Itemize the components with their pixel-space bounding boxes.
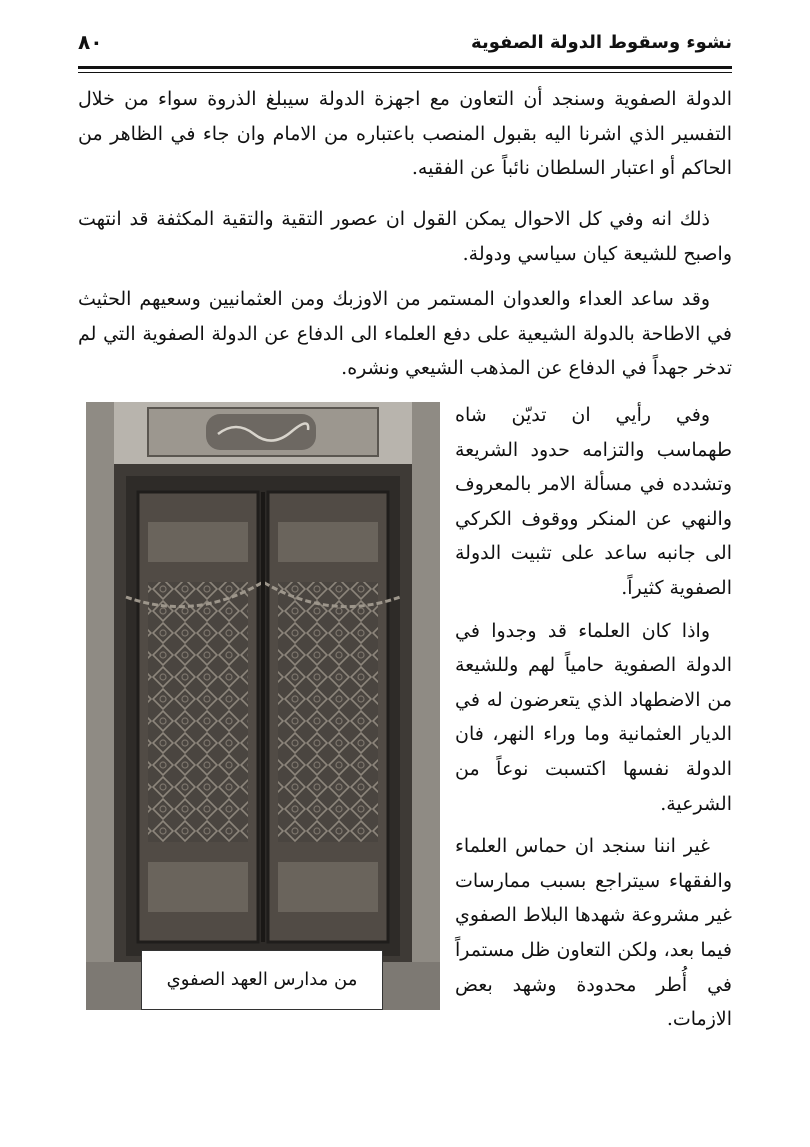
figure-caption: من مدارس العهد الصفوي	[141, 950, 383, 1010]
side-column	[455, 398, 732, 1045]
paragraph-2	[78, 202, 732, 271]
header-rule-thick	[78, 66, 732, 69]
header-rule-thin	[78, 72, 732, 73]
door-illustration	[86, 402, 440, 1010]
paragraph-1	[78, 82, 732, 186]
door-photograph	[86, 402, 440, 1010]
paragraph-3-text: وقد ساعد العداء والعدوان المستمر من الاوزبك ومن العثمانيين وسعيهم الحثيث في الاطاحة بالدولة الشيعية على دفع العلماء الى الدفاع عن الدولة الصفوية التي لم تدخر جهداً في الدفاع عن المذهب الشيعي ونشره.	[78, 288, 732, 380]
paragraph-4-text: وفي رأيي ان تديّن شاه طهماسب والتزامه حدود الشريعة وتشدده في مسألة الامر بالمعروف والنهي عن المنكر ووقوف الكركي الى جانبه ساعد على تثبيت الدولة الصفوية كثيراً.	[455, 404, 732, 599]
paragraph-6-text: غير اننا سنجد ان حماس العلماء والفقهاء سيتراجع بسبب ممارسات غير مشروعة شهدها البلاط الصفوي فيما بعد، ولكن التعاون ظل مستمراً في أُطر محدودة وشهد بعض الازمات.	[455, 835, 732, 1031]
page-number: ٨٠	[78, 30, 103, 54]
running-title: نشوء وسقوط الدولة الصفوية	[471, 32, 732, 53]
paragraph-5-text: واذا كان العلماء قد وجدوا في الدولة الصفوية حامياً لهم وللشيعة من الاضطهاد الذي يتعرضون له في الديار العثمانية وما وراء النهر، فان الدولة نفسها اكتسبت نوعاً من الشرعية.	[455, 619, 732, 815]
paragraph-2-text: ذلك انه وفي كل الاحوال يمكن القول ان عصور التقية والتقية المكثفة قد انتهت واصبح للشيعة كيان سياسي ودولة.	[78, 208, 732, 265]
page-header	[78, 28, 732, 62]
paragraph-1-text: الدولة الصفوية وسنجد أن التعاون مع اجهزة الدولة سيبلغ الذروة سواء من خلال التفسير الذي اشرنا اليه بقبول المنصب باعتباره من الامام وان جاء في الظاهر من الحاكم أو اعتبار السلطان نائباً عن الفقيه.	[78, 88, 732, 180]
paragraph-3	[78, 282, 732, 386]
